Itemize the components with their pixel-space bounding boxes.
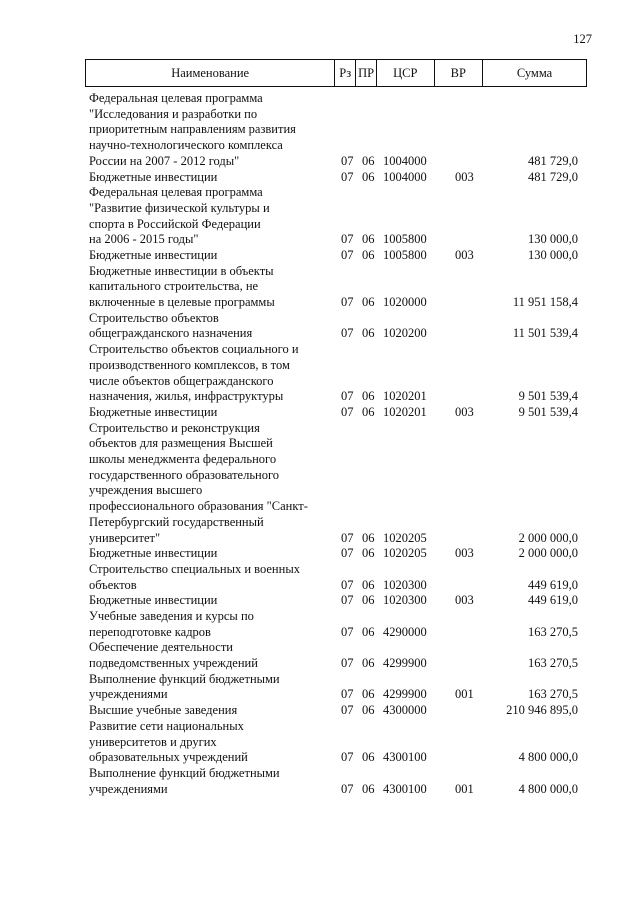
table-row — [0, 248, 640, 264]
row-pr: 06 — [362, 781, 375, 796]
row-vr: 001 — [455, 687, 474, 702]
row-name: Учебные заведения и курсы по переподготовке кадров — [89, 609, 254, 639]
row-name: Бюджетные инвестиции — [89, 546, 218, 561]
row-sum: 449 619,0 — [528, 577, 578, 592]
table-row — [0, 170, 640, 186]
page-number: 127 — [573, 32, 592, 46]
row-vr: 003 — [455, 404, 474, 419]
row-rz: 07 — [341, 687, 354, 702]
row-csr: 4299900 — [383, 656, 427, 671]
row-csr: 1020300 — [383, 593, 427, 608]
row-csr: 1005800 — [383, 247, 427, 262]
row-pr: 06 — [362, 326, 375, 341]
row-vr: 001 — [455, 781, 474, 796]
row-csr: 4300100 — [383, 750, 427, 765]
row-name: Строительство объектов общегражданского назначения — [89, 310, 253, 341]
row-sum: 11 951 158,4 — [512, 295, 578, 310]
table-row — [0, 766, 640, 797]
row-csr: 4299900 — [383, 687, 427, 702]
table-row — [0, 703, 640, 719]
row-rz: 07 — [341, 232, 354, 247]
budget-rows — [0, 91, 640, 797]
row-csr: 1020300 — [383, 577, 427, 592]
row-vr: 003 — [455, 169, 474, 184]
row-name: Строительство объектов социального и производственного комплексов, в том числе объектов общегражданского назначения, жилья, инфраструктуры — [89, 342, 299, 404]
row-rz: 07 — [341, 703, 354, 718]
row-name: Строительство специальных и военных объектов — [89, 561, 300, 592]
row-sum: 163 270,5 — [528, 624, 578, 639]
row-csr: 1020200 — [383, 326, 427, 341]
row-csr: 4300000 — [383, 703, 427, 718]
row-name: Выполнение функций бюджетными учреждениями — [89, 671, 280, 702]
row-sum: 481 729,0 — [528, 153, 578, 168]
table-row — [0, 311, 640, 342]
table-row — [0, 562, 640, 593]
header-sum: Сумма — [483, 60, 587, 87]
row-rz: 07 — [341, 781, 354, 796]
header-name: Наименование — [86, 60, 335, 87]
row-csr: 4290000 — [383, 624, 427, 639]
row-pr: 06 — [362, 404, 375, 419]
row-sum: 4 800 000,0 — [518, 781, 578, 796]
row-pr: 06 — [362, 624, 375, 639]
row-csr: 1020201 — [383, 389, 427, 404]
row-pr: 06 — [362, 750, 375, 765]
row-vr: 003 — [455, 593, 474, 608]
row-sum: 2 000 000,0 — [518, 546, 578, 561]
row-name: Развитие сети национальных университетов и других образовательных учреждений — [89, 718, 248, 765]
table-row — [0, 672, 640, 703]
row-sum: 163 270,5 — [528, 687, 578, 702]
row-sum: 130 000,0 — [528, 232, 578, 247]
row-name: Федеральная целевая программа "Развитие физической культуры и спорта в Российской Федерации на 2006 - 2015 годы" — [89, 185, 270, 247]
table-row — [0, 546, 640, 562]
row-csr: 1004000 — [383, 153, 427, 168]
row-pr: 06 — [362, 389, 375, 404]
row-csr: 1020205 — [383, 530, 427, 545]
row-csr: 1020205 — [383, 546, 427, 561]
table-header — [85, 59, 587, 87]
table-row — [0, 719, 640, 766]
row-rz: 07 — [341, 546, 354, 561]
row-sum: 481 729,0 — [528, 169, 578, 184]
row-pr: 06 — [362, 295, 375, 310]
row-sum: 11 501 539,4 — [512, 326, 578, 341]
row-name: Бюджетные инвестиции — [89, 593, 218, 608]
row-sum: 130 000,0 — [528, 247, 578, 262]
row-csr: 1004000 — [383, 169, 427, 184]
row-name: Федеральная целевая программа "Исследования и разработки по приоритетным направлениям развития научно-технологического комплекса России на 2007 - 2012 годы" — [89, 91, 296, 168]
row-pr: 06 — [362, 546, 375, 561]
row-sum: 163 270,5 — [528, 656, 578, 671]
table-row — [0, 593, 640, 609]
row-name: Строительство и реконструкция объектов для размещения Высшей школы менеджмента федерального государственного образовательного учреждения высшего профессионального образования "Санкт- Петербургский государственный университет" — [89, 420, 308, 545]
row-rz: 07 — [341, 593, 354, 608]
row-sum: 4 800 000,0 — [518, 750, 578, 765]
header-csr: ЦСР — [377, 60, 434, 87]
table-row — [0, 264, 640, 311]
row-pr: 06 — [362, 703, 375, 718]
row-rz: 07 — [341, 624, 354, 639]
row-rz: 07 — [341, 530, 354, 545]
row-rz: 07 — [341, 326, 354, 341]
row-name: Высшие учебные заведения — [89, 703, 238, 718]
row-csr: 1005800 — [383, 232, 427, 247]
row-name: Бюджетные инвестиции в объекты капитального строительства, не включенные в целевые программы — [89, 263, 275, 310]
row-pr: 06 — [362, 530, 375, 545]
row-csr: 1020201 — [383, 404, 427, 419]
row-pr: 06 — [362, 656, 375, 671]
row-rz: 07 — [341, 656, 354, 671]
table-row — [0, 640, 640, 671]
row-name: Бюджетные инвестиции — [89, 247, 218, 262]
row-pr: 06 — [362, 232, 375, 247]
row-pr: 06 — [362, 687, 375, 702]
row-pr: 06 — [362, 153, 375, 168]
row-name: Обеспечение деятельности подведомственных учреждений — [89, 640, 258, 671]
row-rz: 07 — [341, 750, 354, 765]
table-row — [0, 405, 640, 421]
row-sum: 210 946 895,0 — [506, 703, 578, 718]
header-vr: ВР — [434, 60, 482, 87]
table-row — [0, 609, 640, 640]
table-row — [0, 91, 640, 170]
row-sum: 9 501 539,4 — [518, 389, 578, 404]
row-name: Бюджетные инвестиции — [89, 404, 218, 419]
row-vr: 003 — [455, 546, 474, 561]
row-pr: 06 — [362, 593, 375, 608]
row-rz: 07 — [341, 404, 354, 419]
row-pr: 06 — [362, 577, 375, 592]
row-rz: 07 — [341, 153, 354, 168]
header-rz: Рз — [335, 60, 356, 87]
row-sum: 2 000 000,0 — [518, 530, 578, 545]
row-rz: 07 — [341, 295, 354, 310]
row-name: Бюджетные инвестиции — [89, 169, 218, 184]
table-row — [0, 342, 640, 405]
row-rz: 07 — [341, 247, 354, 262]
row-rz: 07 — [341, 577, 354, 592]
row-rz: 07 — [341, 389, 354, 404]
row-pr: 06 — [362, 169, 375, 184]
row-rz: 07 — [341, 169, 354, 184]
header-pr: ПР — [356, 60, 377, 87]
row-vr: 003 — [455, 247, 474, 262]
table-row — [0, 421, 640, 547]
row-pr: 06 — [362, 247, 375, 262]
row-csr: 1020000 — [383, 295, 427, 310]
table-row — [0, 185, 640, 248]
row-sum: 449 619,0 — [528, 593, 578, 608]
row-sum: 9 501 539,4 — [518, 404, 578, 419]
row-name: Выполнение функций бюджетными учреждениями — [89, 765, 280, 796]
row-csr: 4300100 — [383, 781, 427, 796]
